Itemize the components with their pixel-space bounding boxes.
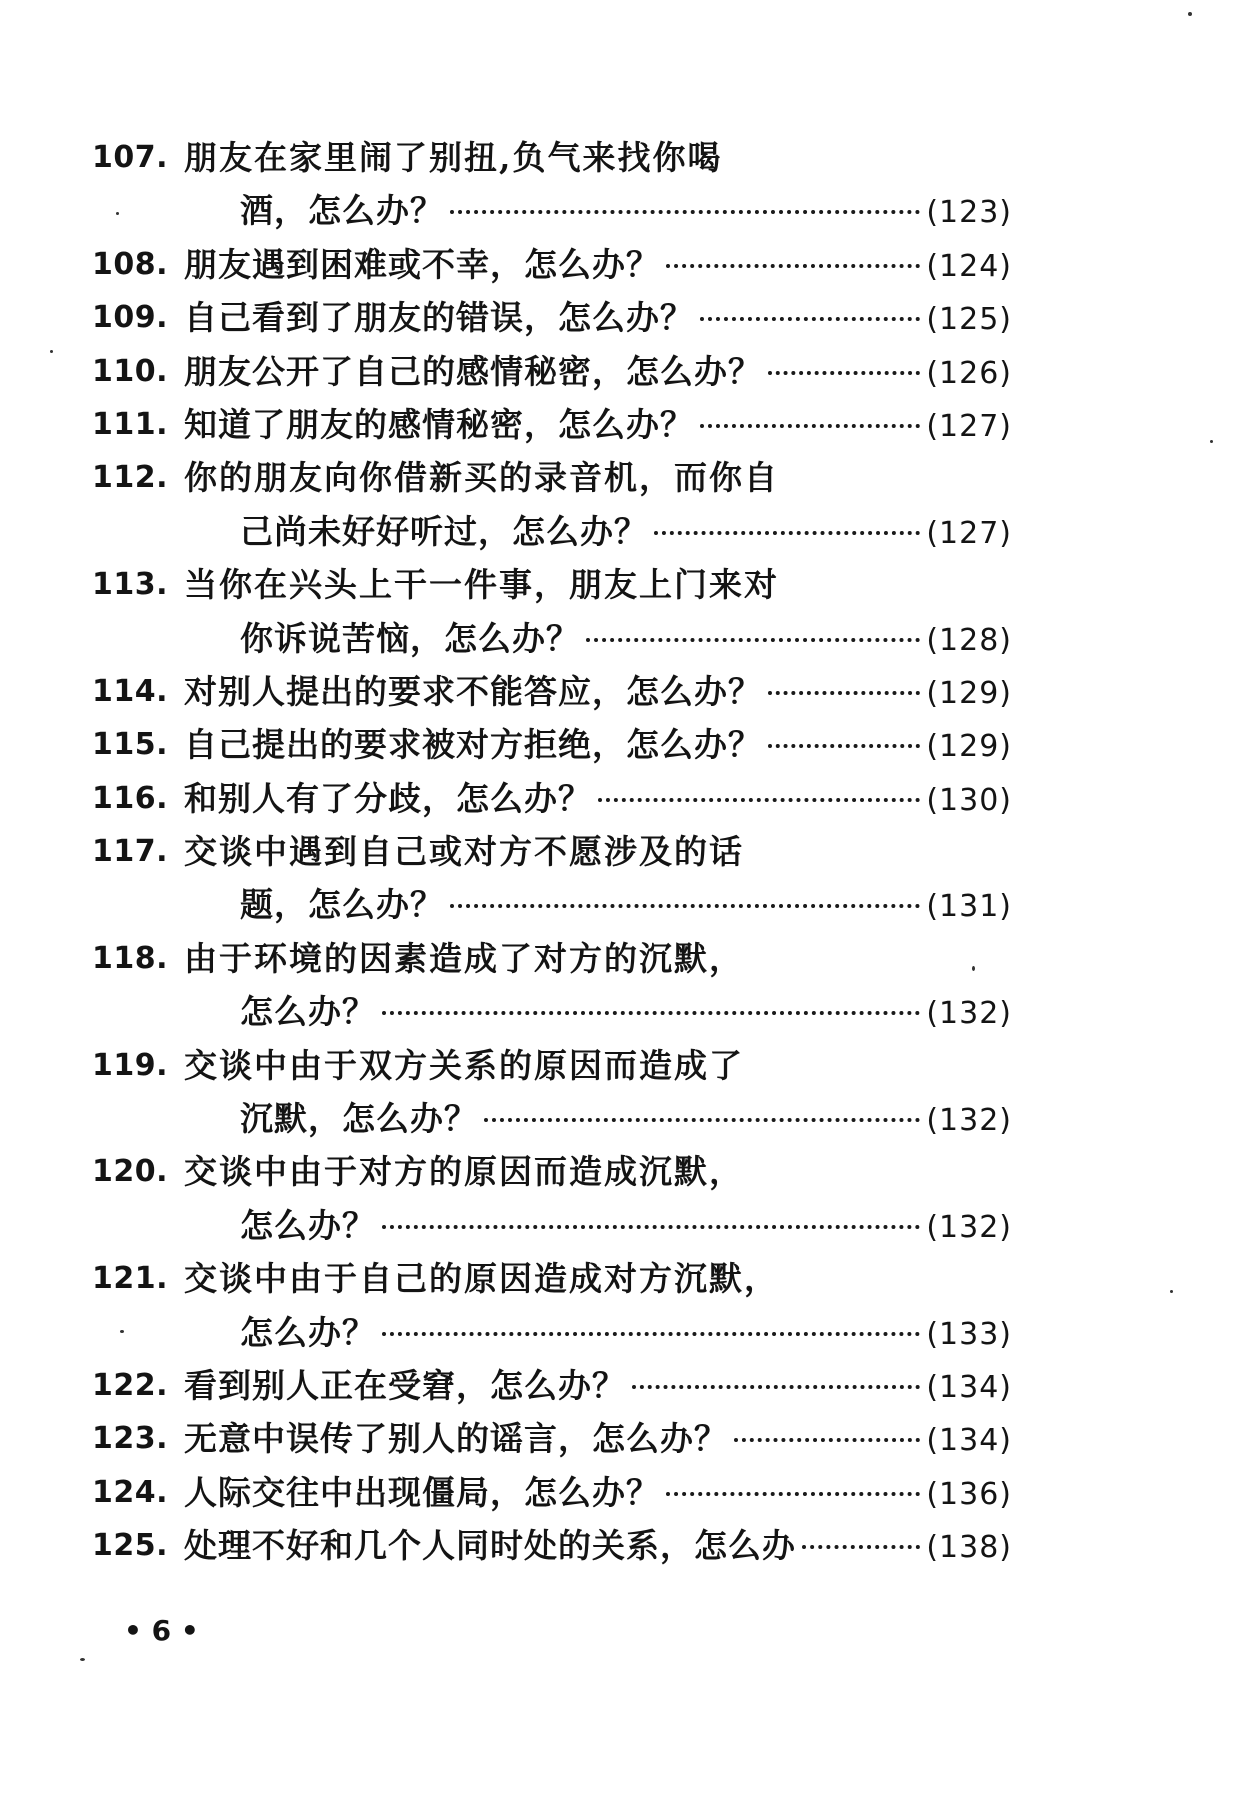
entry-line xyxy=(240,510,1012,556)
entry-title-continued: 你诉说苦恼，怎么办？ xyxy=(240,618,580,658)
entry-title: 自己看到了朋友的错误，怎么办？ xyxy=(184,298,694,338)
page-reference: (132) xyxy=(926,1103,1012,1139)
entry-title: 交谈中由于对方的原因而造成沉默， xyxy=(184,1152,744,1192)
scan-speck xyxy=(116,212,119,215)
entry-number: 116. xyxy=(92,780,169,816)
page-reference: (131) xyxy=(926,889,1012,925)
scan-speck xyxy=(1170,1290,1173,1293)
entry-number: 117. xyxy=(92,834,169,870)
entry-number: 120. xyxy=(92,1154,169,1190)
toc-entry-continuation xyxy=(92,510,1012,563)
entry-line xyxy=(240,1204,1012,1250)
entry-title: 你的朋友向你借新买的录音机，而你自 xyxy=(184,458,779,498)
toc-entry xyxy=(92,1364,1012,1417)
entry-title: 交谈中遇到自己或对方不愿涉及的话 xyxy=(184,832,744,872)
page-reference: (134) xyxy=(926,1369,1012,1405)
dot-leader xyxy=(586,638,920,642)
entry-number: 110. xyxy=(92,353,169,389)
page-reference: (134) xyxy=(926,1423,1012,1459)
entry-line xyxy=(240,1311,1012,1357)
entry-title-continued: 己尚未好好听过，怎么办？ xyxy=(240,511,648,551)
entry-number: 123. xyxy=(92,1421,169,1457)
entry-number: 113. xyxy=(92,567,169,603)
entry-number: 111. xyxy=(92,406,169,442)
page-reference: (127) xyxy=(926,408,1012,444)
entry-line xyxy=(184,1471,1012,1517)
dot-leader xyxy=(666,264,920,268)
scan-speck xyxy=(80,1658,85,1661)
toc-entry xyxy=(92,723,1012,776)
entry-number: 115. xyxy=(92,727,169,763)
entry-title: 自己提出的要求被对方拒绝，怎么办？ xyxy=(184,725,762,765)
entry-title: 看到别人正在受窘，怎么办？ xyxy=(184,1365,626,1405)
page-reference: (124) xyxy=(926,248,1012,284)
page-reference: (126) xyxy=(926,355,1012,391)
dot-leader xyxy=(598,798,920,802)
entry-line xyxy=(240,617,1012,663)
entry-title: 人际交往中出现僵局，怎么办？ xyxy=(184,1472,660,1512)
toc-entry xyxy=(92,1524,1012,1577)
toc-entry xyxy=(92,350,1012,403)
page-reference: (133) xyxy=(926,1316,1012,1352)
toc-entry-continuation xyxy=(92,617,1012,670)
scan-speck xyxy=(1210,440,1213,443)
entry-number: 119. xyxy=(92,1047,169,1083)
toc-entry xyxy=(92,670,1012,723)
toc-entry-continuation xyxy=(92,1097,1012,1150)
dot-leader xyxy=(484,1118,920,1122)
entry-line xyxy=(184,670,1012,716)
entry-line xyxy=(184,296,1012,342)
dot-leader xyxy=(768,744,920,748)
dot-leader xyxy=(666,1492,920,1496)
toc-entry xyxy=(92,296,1012,349)
scan-speck xyxy=(1188,12,1192,16)
entry-title-continued: 酒，怎么办？ xyxy=(240,191,444,231)
page-reference: (136) xyxy=(926,1476,1012,1512)
page-reference: (127) xyxy=(926,515,1012,551)
page-reference: (132) xyxy=(926,996,1012,1032)
toc-entry xyxy=(92,243,1012,296)
entry-title: 和别人有了分歧，怎么办？ xyxy=(184,778,592,818)
scan-speck xyxy=(50,350,53,353)
dot-leader xyxy=(382,1011,920,1015)
dot-leader xyxy=(654,531,920,535)
entry-number: 108. xyxy=(92,246,169,282)
entry-line xyxy=(184,777,1012,823)
dot-leader xyxy=(450,904,920,908)
entry-line xyxy=(184,723,1012,769)
page-reference: (138) xyxy=(926,1530,1012,1566)
entry-title: 交谈中由于双方关系的原因而造成了 xyxy=(184,1045,744,1085)
page-reference: (130) xyxy=(926,782,1012,818)
dot-leader xyxy=(632,1385,920,1389)
entry-title: 知道了朋友的感情秘密，怎么办？ xyxy=(184,404,694,444)
entry-line xyxy=(240,990,1012,1036)
toc-entry xyxy=(92,1044,1012,1097)
toc-entry xyxy=(92,830,1012,883)
entry-title: 朋友在家里闹了别扭,负气来找你喝 xyxy=(184,138,723,177)
toc-entry xyxy=(92,1257,1012,1310)
toc-entry-continuation xyxy=(92,883,1012,936)
entry-number: 122. xyxy=(92,1367,169,1403)
dot-leader xyxy=(802,1545,920,1549)
dot-leader xyxy=(700,317,920,321)
entry-title: 对别人提出的要求不能答应，怎么办？ xyxy=(184,671,762,711)
entry-line xyxy=(184,1364,1012,1410)
entry-number: 107. xyxy=(92,140,169,175)
page-reference: (132) xyxy=(926,1209,1012,1245)
toc-entry xyxy=(92,1417,1012,1470)
toc-entry xyxy=(92,1471,1012,1524)
entry-number: 124. xyxy=(92,1474,169,1510)
entry-title: 朋友公开了自己的感情秘密，怎么办？ xyxy=(184,351,762,391)
entry-number: 112. xyxy=(92,460,169,496)
scan-speck xyxy=(972,966,975,971)
page-reference: (123) xyxy=(926,195,1012,231)
entry-line xyxy=(184,1417,1012,1463)
entry-title-continued: 沉默，怎么办？ xyxy=(240,1099,478,1139)
toc-entry xyxy=(92,1150,1012,1203)
dot-leader xyxy=(382,1225,920,1229)
entry-title: 朋友遇到困难或不幸，怎么办？ xyxy=(184,244,660,284)
entry-line xyxy=(240,883,1012,929)
page-reference: (125) xyxy=(926,302,1012,338)
toc-entry-continuation xyxy=(92,990,1012,1043)
entry-title-continued: 怎么办？ xyxy=(240,1312,376,1352)
dot-leader xyxy=(450,210,920,214)
scan-speck xyxy=(120,1330,124,1333)
toc-entry xyxy=(92,777,1012,830)
entry-line xyxy=(184,243,1012,289)
entry-title: 交谈中由于自己的原因造成对方沉默， xyxy=(184,1259,779,1299)
toc-entry xyxy=(92,456,1012,509)
page-reference: (129) xyxy=(926,729,1012,765)
toc-entry-continuation xyxy=(92,1204,1012,1257)
dot-leader xyxy=(700,424,920,428)
entry-line xyxy=(240,189,1012,235)
entry-number: 125. xyxy=(92,1528,169,1564)
entry-title: 无意中误传了别人的谣言，怎么办？ xyxy=(184,1419,728,1459)
entry-title: 由于环境的因素造成了对方的沉默， xyxy=(184,938,744,978)
entry-line xyxy=(184,1524,1012,1570)
toc-entry xyxy=(92,136,1012,189)
entry-number: 118. xyxy=(92,940,169,976)
entry-line xyxy=(184,350,1012,396)
entry-title-continued: 题，怎么办？ xyxy=(240,885,444,925)
entry-number: 114. xyxy=(92,673,169,709)
dot-leader xyxy=(734,1438,920,1442)
entry-number: 121. xyxy=(92,1261,169,1297)
page-reference: (128) xyxy=(926,622,1012,658)
entry-title: 处理不好和几个人同时处的关系，怎么办 xyxy=(184,1526,796,1566)
page-number: • 6 • xyxy=(124,1614,199,1647)
dot-leader xyxy=(768,691,920,695)
toc-entry xyxy=(92,937,1012,990)
entry-title-continued: 怎么办？ xyxy=(240,1205,376,1245)
entry-line xyxy=(240,1097,1012,1143)
page-reference: (129) xyxy=(926,675,1012,711)
entry-title-continued: 怎么办？ xyxy=(240,992,376,1032)
toc-entry-continuation xyxy=(92,1311,1012,1364)
dot-leader xyxy=(382,1332,920,1336)
toc-entry-continuation xyxy=(92,189,1012,242)
dot-leader xyxy=(768,371,920,375)
entry-number: 109. xyxy=(92,300,169,336)
entry-line xyxy=(184,403,1012,449)
toc-entry xyxy=(92,403,1012,456)
toc-entry xyxy=(92,563,1012,616)
table-of-contents xyxy=(92,136,1012,1578)
entry-title: 当你在兴头上干一件事，朋友上门来对 xyxy=(184,565,779,605)
